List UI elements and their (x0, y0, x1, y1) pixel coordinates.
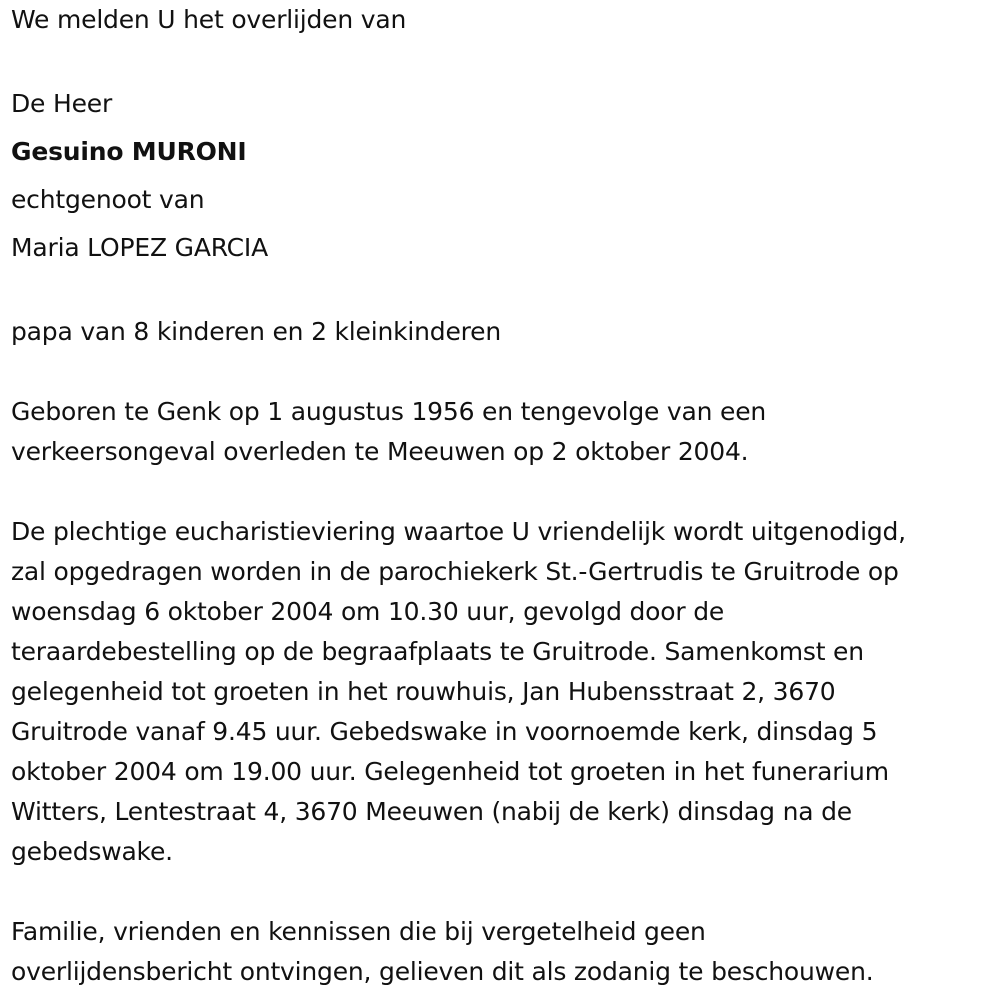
family-text: papa van 8 kinderen en 2 kleinkinderen (11, 317, 501, 346)
paragraph-line: gebedswake. (11, 837, 173, 866)
spacer (11, 472, 995, 512)
paragraph-line: oktober 2004 om 19.00 uur. Gelegenheid tot groeten in het funerarium (11, 757, 889, 786)
paragraph-line: Familie, vrienden en kennissen die bij vergetelheid geen (11, 917, 706, 946)
title-text: De Heer (11, 89, 113, 118)
paragraph-line: woensdag 6 oktober 2004 om 10.30 uur, gevolgd door de (11, 597, 725, 626)
death-notice (11, 0, 995, 992)
spacer (11, 352, 995, 392)
ceremony-paragraph (11, 512, 995, 872)
spouse-label: echtgenoot van (11, 185, 205, 214)
intro-text: We melden U het overlijden van (11, 5, 407, 34)
paragraph-line: verkeersongeval overleden te Meeuwen op 2 oktober 2004. (11, 437, 749, 466)
spacer (11, 40, 995, 80)
spacer (11, 272, 995, 312)
deceased-name: Gesuino MURONI (11, 137, 247, 166)
paragraph-line: teraardebestelling op de begraafplaats te Gruitrode. Samenkomst en (11, 637, 864, 666)
spouse-name: Maria LOPEZ GARCIA (11, 233, 268, 262)
paragraph-line: Witters, Lentestraat 4, 3670 Meeuwen (nabij de kerk) dinsdag na de (11, 797, 852, 826)
paragraph-line: gelegenheid tot groeten in het rouwhuis, Jan Hubensstraat 2, 3670 (11, 677, 836, 706)
closing-paragraph (11, 912, 995, 992)
paragraph-line: Gruitrode vanaf 9.45 uur. Gebedswake in voornoemde kerk, dinsdag 5 (11, 717, 878, 746)
paragraph-line: De plechtige eucharistieviering waartoe U vriendelijk wordt uitgenodigd, (11, 517, 906, 546)
paragraph-line: zal opgedragen worden in de parochiekerk St.-Gertrudis te Gruitrode op (11, 557, 899, 586)
birth-death-paragraph (11, 392, 995, 472)
spacer (11, 872, 995, 912)
paragraph-line: Geboren te Genk op 1 augustus 1956 en tengevolge van een (11, 397, 767, 426)
paragraph-line: overlijdensbericht ontvingen, gelieven dit als zodanig te beschouwen. (11, 957, 874, 986)
